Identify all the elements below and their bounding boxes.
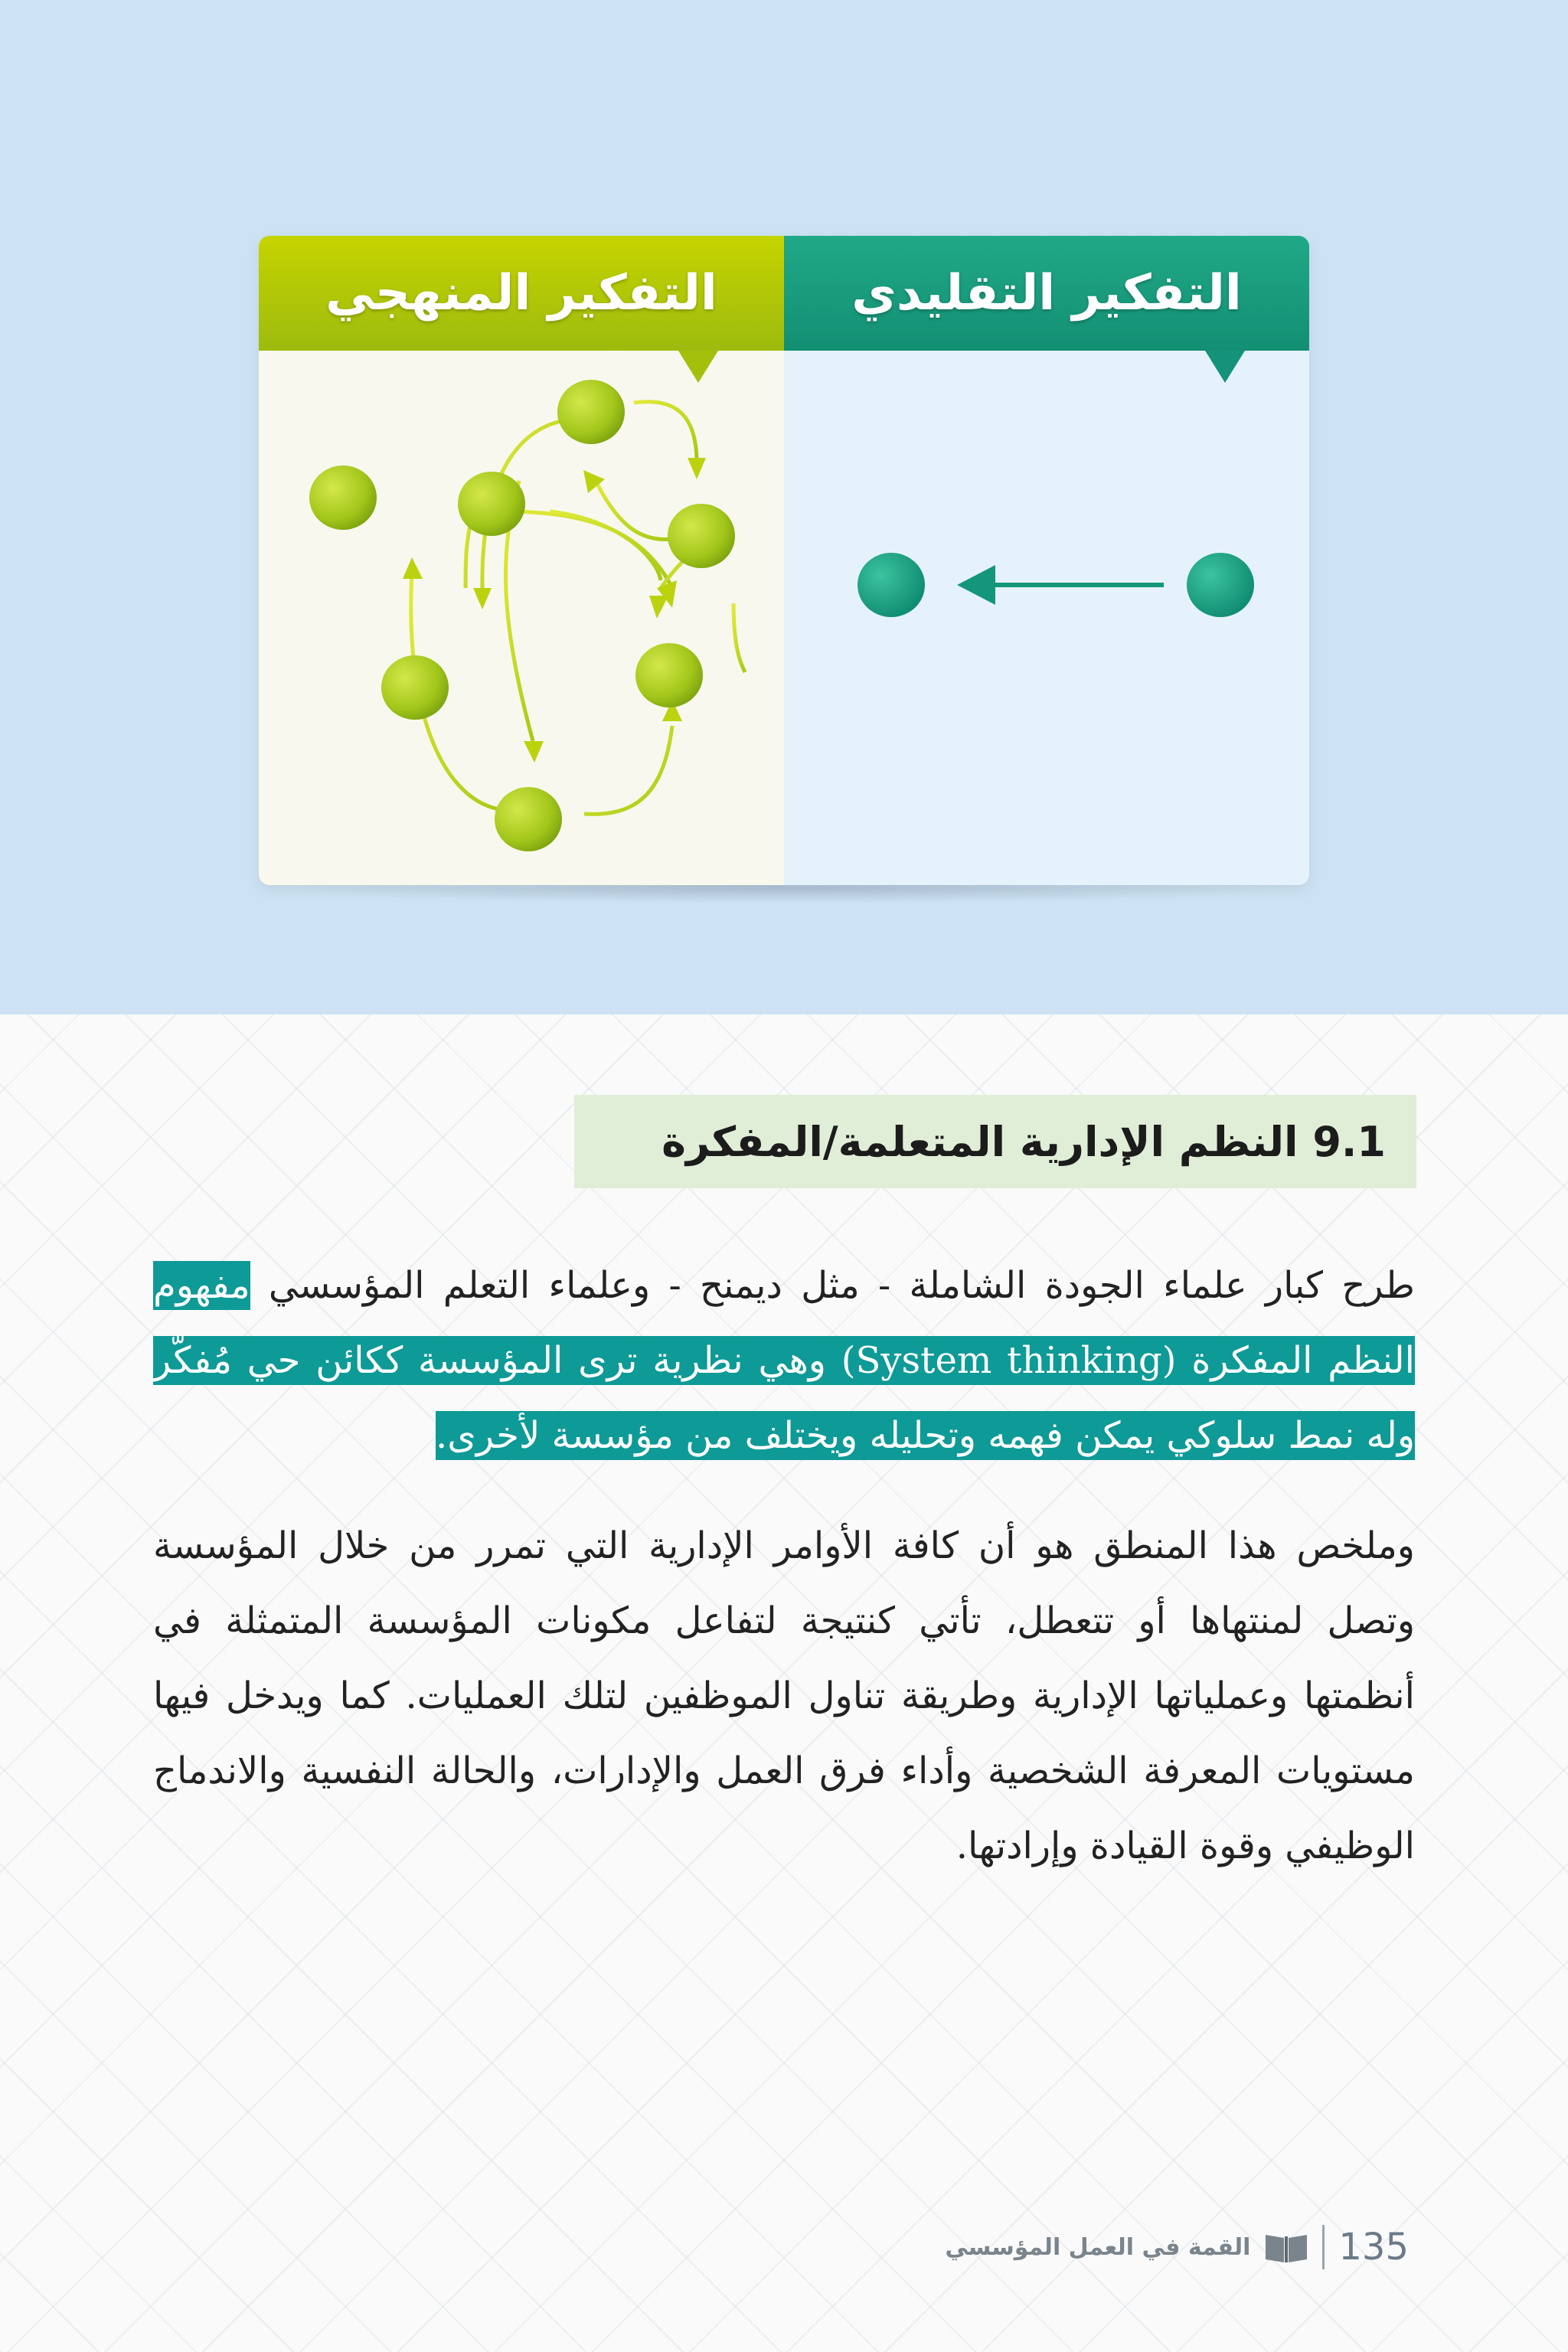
paragraph1-intro: طرح كبار علماء الجودة الشاملة - مثل ديمنح - وعلماء التعلم المؤسسي — [250, 1264, 1415, 1307]
traditional-node — [858, 553, 925, 617]
traditional-thinking-heading: التفكير التقليدي — [784, 236, 1309, 351]
book-title: القمة في العمل المؤسسي — [945, 2233, 1251, 2261]
page-footer — [945, 2220, 1409, 2274]
paragraph-system-thinking — [153, 1248, 1415, 1473]
page-number: 135 — [1338, 2226, 1409, 2269]
section-heading: 9.1 النظم الإدارية المتعلمة/المفكرة — [574, 1095, 1416, 1188]
paragraph-logic-summary: وملخص هذا المنطق هو أن كافة الأوامر الإدارية التي تمرر من خلال المؤسسة وتصل لمنتهاها أو تتعطل، تأتي كنتيجة لتفاعل مكونات المؤسسة المتمثلة في أنظمتها وعملياتها الإدارية وطريقة تناول الموظفين لتلك العمليات. كما ويدخل فيها مستويات المعرفة الشخصية وأداء فرق العمل والإدارات، والحالة النفسية والاندماج الوظيفي وقوة القيادة وإرادتها. — [153, 1524, 1415, 1867]
right-header-pointer — [1205, 351, 1245, 383]
book-icon — [1264, 2230, 1308, 2264]
thinking-comparison-diagram — [259, 236, 1309, 885]
system-node — [668, 504, 735, 568]
system-node — [635, 643, 703, 707]
highlighted-definition: مفهوم النظم المفكرة (System thinking) وهي نظرية ترى المؤسسة ككائن حي مُفكّر وله نمط سلوكي يمكن فهمه وتحليله ويختلف من مؤسسة لأخرى. — [153, 1261, 1415, 1460]
systemic-thinking-heading: التفكير المنهجي — [259, 236, 784, 351]
system-node — [557, 380, 625, 444]
traditional-arrowhead — [957, 565, 995, 605]
system-node — [495, 787, 562, 851]
system-node — [309, 466, 377, 530]
footer-divider — [1322, 2225, 1325, 2269]
system-node — [458, 472, 525, 536]
systemic-arrowheads — [403, 458, 706, 763]
diagram-graphics — [259, 236, 1309, 885]
traditional-node — [1187, 553, 1254, 617]
system-node — [381, 655, 449, 720]
left-header-pointer — [678, 351, 718, 383]
systemic-nodes — [309, 380, 735, 851]
traditional-flow — [858, 553, 1254, 617]
